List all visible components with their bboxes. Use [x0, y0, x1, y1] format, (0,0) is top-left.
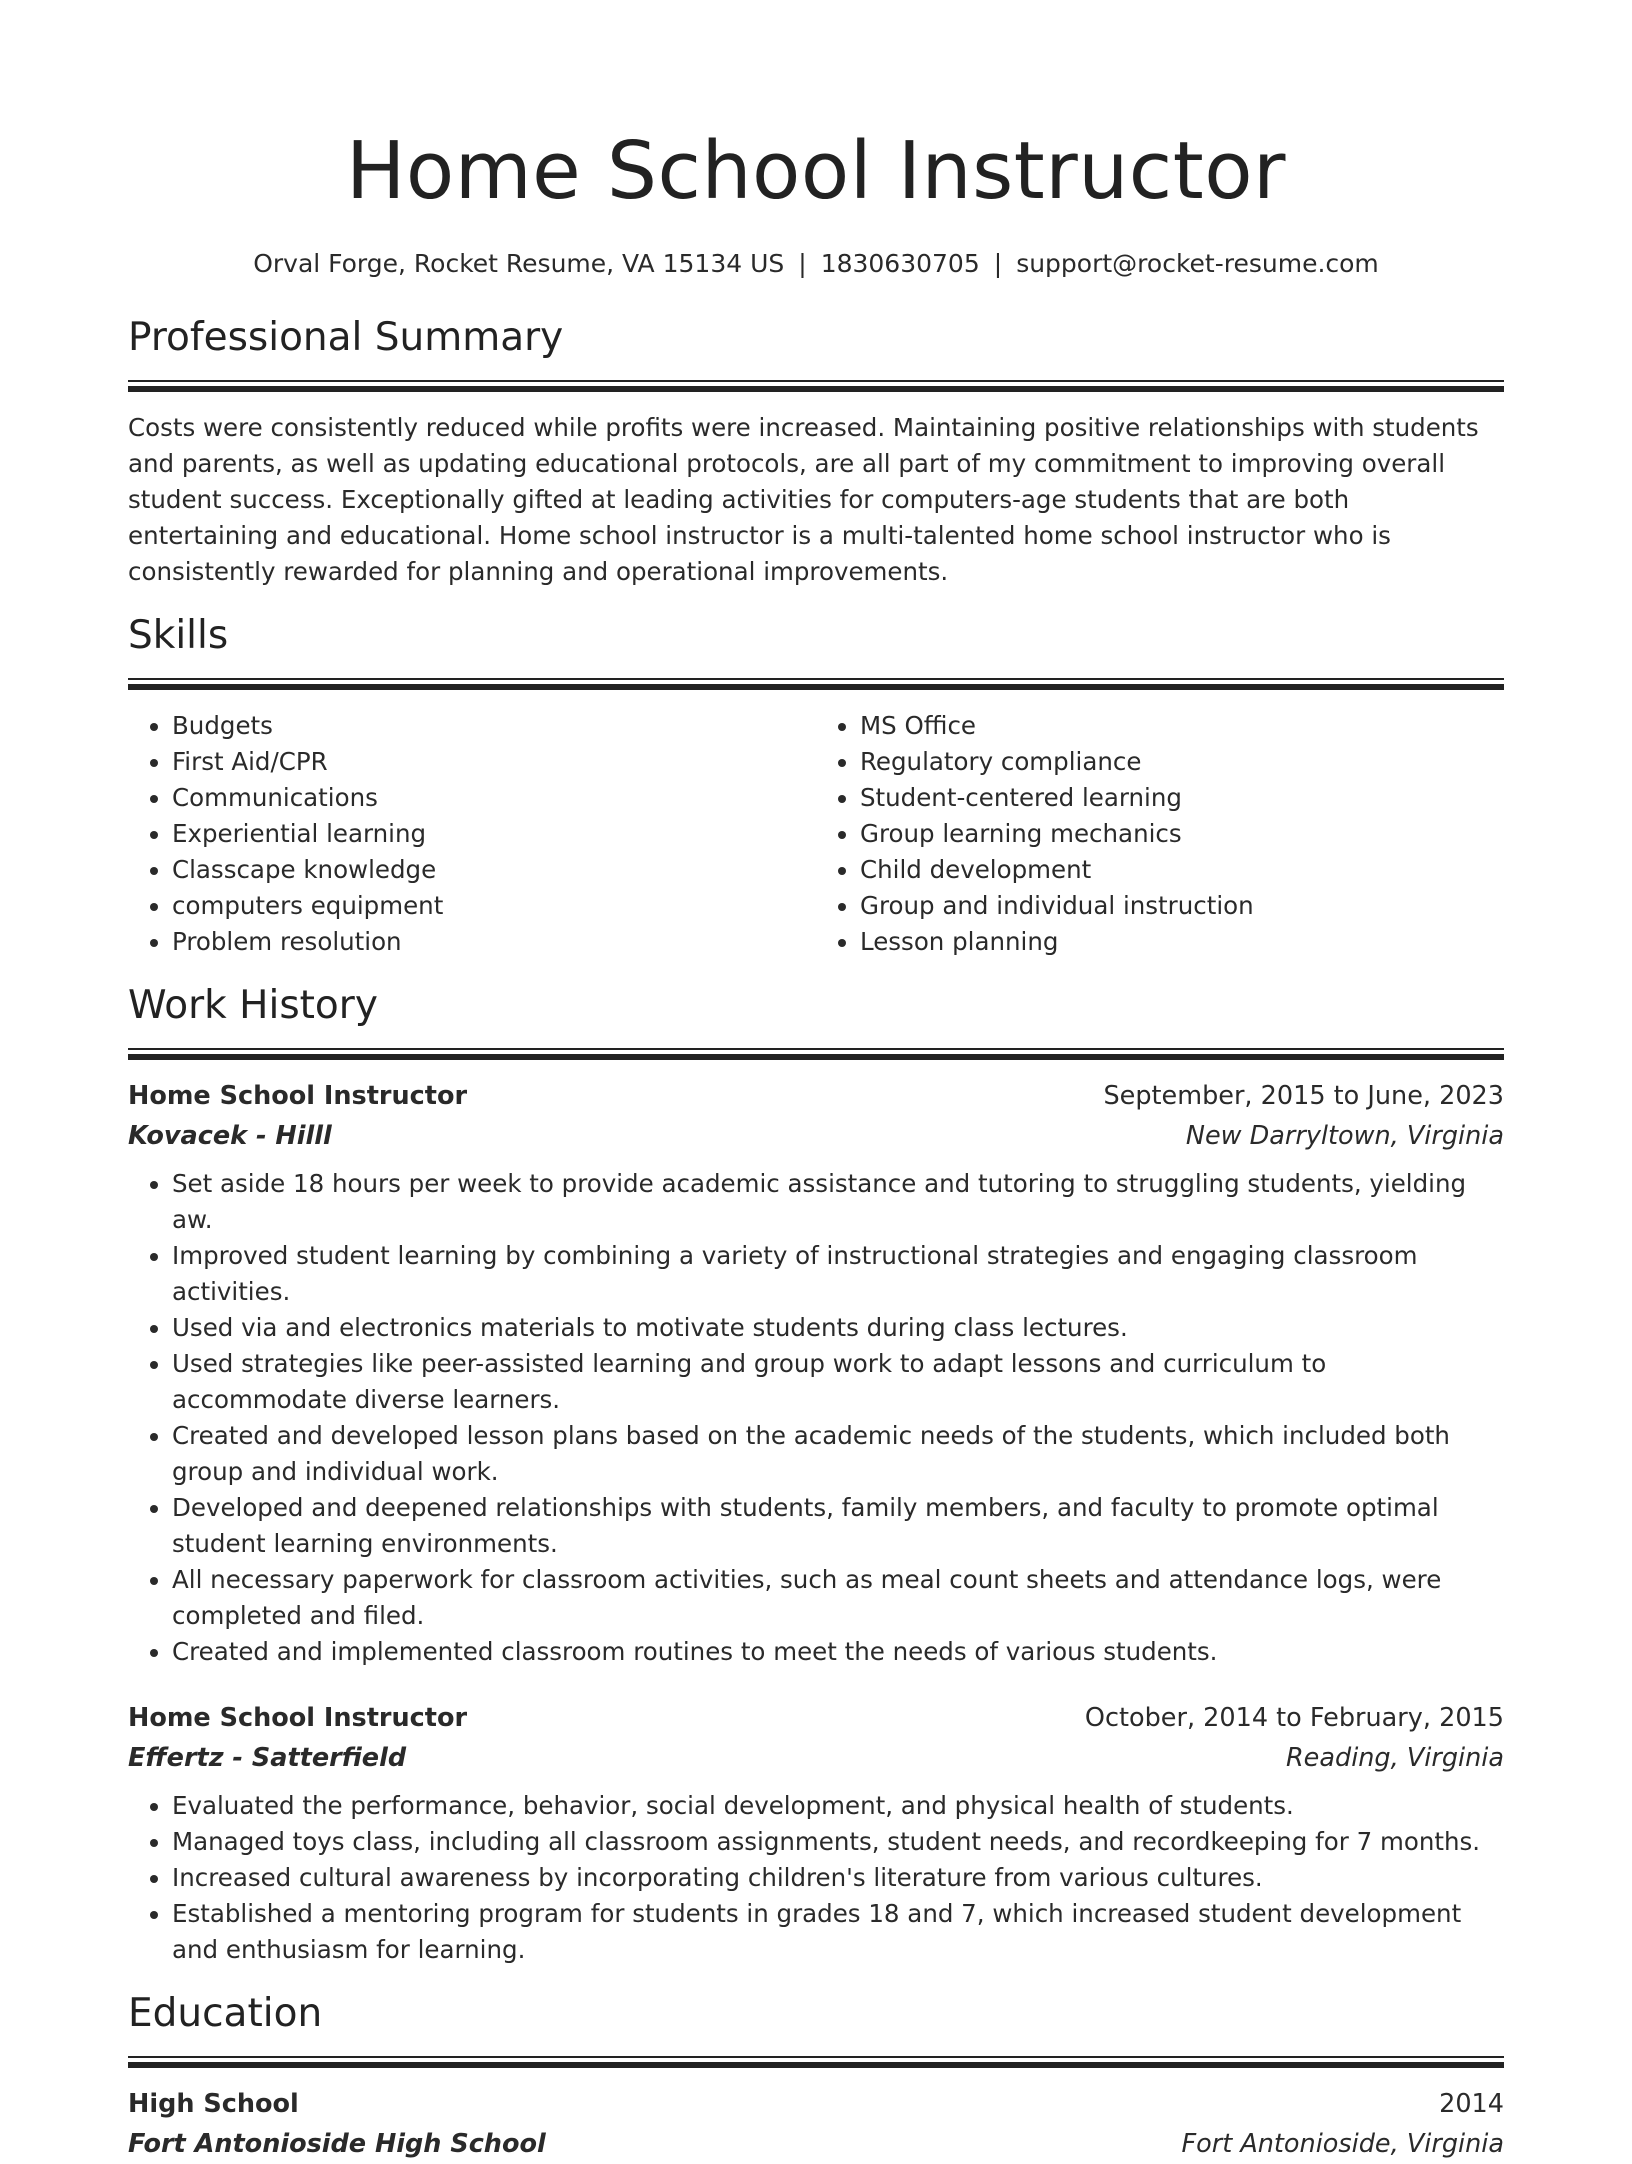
job-bullet: • Improved student learning by combining a variety of instructional strategies and engaging classroom activities.	[172, 1238, 1504, 1310]
skills-list-left	[128, 708, 816, 960]
summary-section	[128, 314, 1504, 590]
job-bullets	[128, 1166, 1504, 1670]
section-heading-skills: Skills	[128, 613, 229, 658]
skill-item: • Regulatory compliance	[860, 744, 1504, 780]
skill-item: • Classcape knowledge	[172, 852, 816, 888]
job-subheader	[128, 1738, 1504, 1778]
skill-item: • Group learning mechanics	[860, 816, 1504, 852]
job-bullet: • Developed and deepened relationships with students, family members, and faculty to promote optimal student learning environments.	[172, 1490, 1504, 1562]
job-bullet: • Used via and electronics materials to motivate students during class lectures.	[172, 1310, 1504, 1346]
job-header	[128, 1698, 1504, 1738]
job-bullet: • Created and developed lesson plans based on the academic needs of the students, which included both group and individual work.	[172, 1418, 1504, 1490]
job-company: Effertz - Satterfield	[128, 1743, 407, 1773]
job-location: New Darryltown, Virginia	[1185, 1121, 1504, 1151]
contact-separator: |	[993, 249, 1003, 278]
education-location: Fort Antonioside, Virginia	[1181, 2129, 1504, 2159]
skills-list-right	[816, 708, 1504, 960]
contact-phone: 1830630705	[820, 249, 980, 278]
section-heading-education: Education	[128, 1991, 323, 2036]
contact-separator: |	[798, 249, 807, 278]
skills-grid	[128, 708, 1504, 960]
job-bullet: • Set aside 18 hours per week to provide academic assistance and tutoring to struggling students, yielding aw.	[172, 1166, 1504, 1238]
job-title: Home School Instructor	[128, 1081, 468, 1111]
job-bullet: • All necessary paperwork for classroom activities, such as meal count sheets and attendance logs, were completed and filed.	[172, 1562, 1504, 1634]
section-divider	[128, 678, 1504, 690]
job-bullet: • Used strategies like peer-assisted learning and group work to adapt lessons and curriculum to accommodate diverse learners.	[172, 1346, 1504, 1418]
job-dates: September, 2015 to June, 2023	[1103, 1081, 1504, 1111]
skills-section	[128, 612, 1504, 960]
skill-item: • Child development	[860, 852, 1504, 888]
education-school: Fort Antonioside High School	[128, 2129, 546, 2159]
job-bullets	[128, 1788, 1504, 1968]
job-bullet: • Established a mentoring program for students in grades 18 and 7, which increased student development and enthusiasm for learning.	[172, 1896, 1504, 1968]
skill-item: • Communications	[172, 780, 816, 816]
job-title: Home School Instructor	[128, 1703, 468, 1733]
skill-item: • computers equipment	[172, 888, 816, 924]
contact-line	[128, 248, 1504, 280]
skill-item: • Lesson planning	[860, 924, 1504, 960]
skill-item: • Problem resolution	[172, 924, 816, 960]
work-section	[128, 982, 1504, 1968]
skill-item: • Student-centered learning	[860, 780, 1504, 816]
job-entry	[128, 1698, 1504, 1968]
resume-title: Home School Instructor	[345, 125, 1287, 217]
skill-item: • Group and individual instruction	[860, 888, 1504, 924]
skill-item: • First Aid/CPR	[172, 744, 816, 780]
job-dates: October, 2014 to February, 2015	[1084, 1703, 1504, 1733]
job-header	[128, 1076, 1504, 1116]
job-company: Kovacek - Hilll	[128, 1121, 332, 1151]
job-location: Reading, Virginia	[1285, 1743, 1504, 1773]
job-bullet: • Increased cultural awareness by incorporating children's literature from various cultures.	[172, 1860, 1504, 1896]
contact-address: Orval Forge, Rocket Resume, VA 15134 US	[253, 249, 785, 278]
education-header	[128, 2084, 1504, 2124]
education-year: 2014	[1439, 2089, 1504, 2119]
section-heading-summary: Professional Summary	[128, 315, 564, 360]
job-bullet: • Managed toys class, including all classroom assignments, student needs, and recordkeeping for 7 months.	[172, 1824, 1504, 1860]
education-entry	[128, 2084, 1504, 2164]
education-section	[128, 1990, 1504, 2164]
job-bullet: • Evaluated the performance, behavior, social development, and physical health of students.	[172, 1788, 1504, 1824]
skill-item: • MS Office	[860, 708, 1504, 744]
education-subheader	[128, 2124, 1504, 2164]
skill-item: • Experiential learning	[172, 816, 816, 852]
section-heading-work: Work History	[128, 983, 378, 1028]
education-degree: High School	[128, 2089, 299, 2119]
job-entry	[128, 1076, 1504, 1670]
section-divider	[128, 2056, 1504, 2068]
section-divider	[128, 1048, 1504, 1060]
summary-text: Costs were consistently reduced while profits were increased. Maintaining positive relationships with students and parents, as well as updating educational protocols, are all part of my commitment to improving overall student success. Exceptionally gifted at leading activities for computers-age students that are both entertaining and educational. Home school instructor is a multi-talented home school instructor who is consistently rewarded for planning and operational improvements.	[128, 413, 1479, 586]
job-bullet: • Created and implemented classroom routines to meet the needs of various students.	[172, 1634, 1504, 1670]
section-divider	[128, 380, 1504, 392]
job-subheader	[128, 1116, 1504, 1156]
skill-item: • Budgets	[172, 708, 816, 744]
contact-email: support@rocket-resume.com	[1016, 249, 1379, 278]
